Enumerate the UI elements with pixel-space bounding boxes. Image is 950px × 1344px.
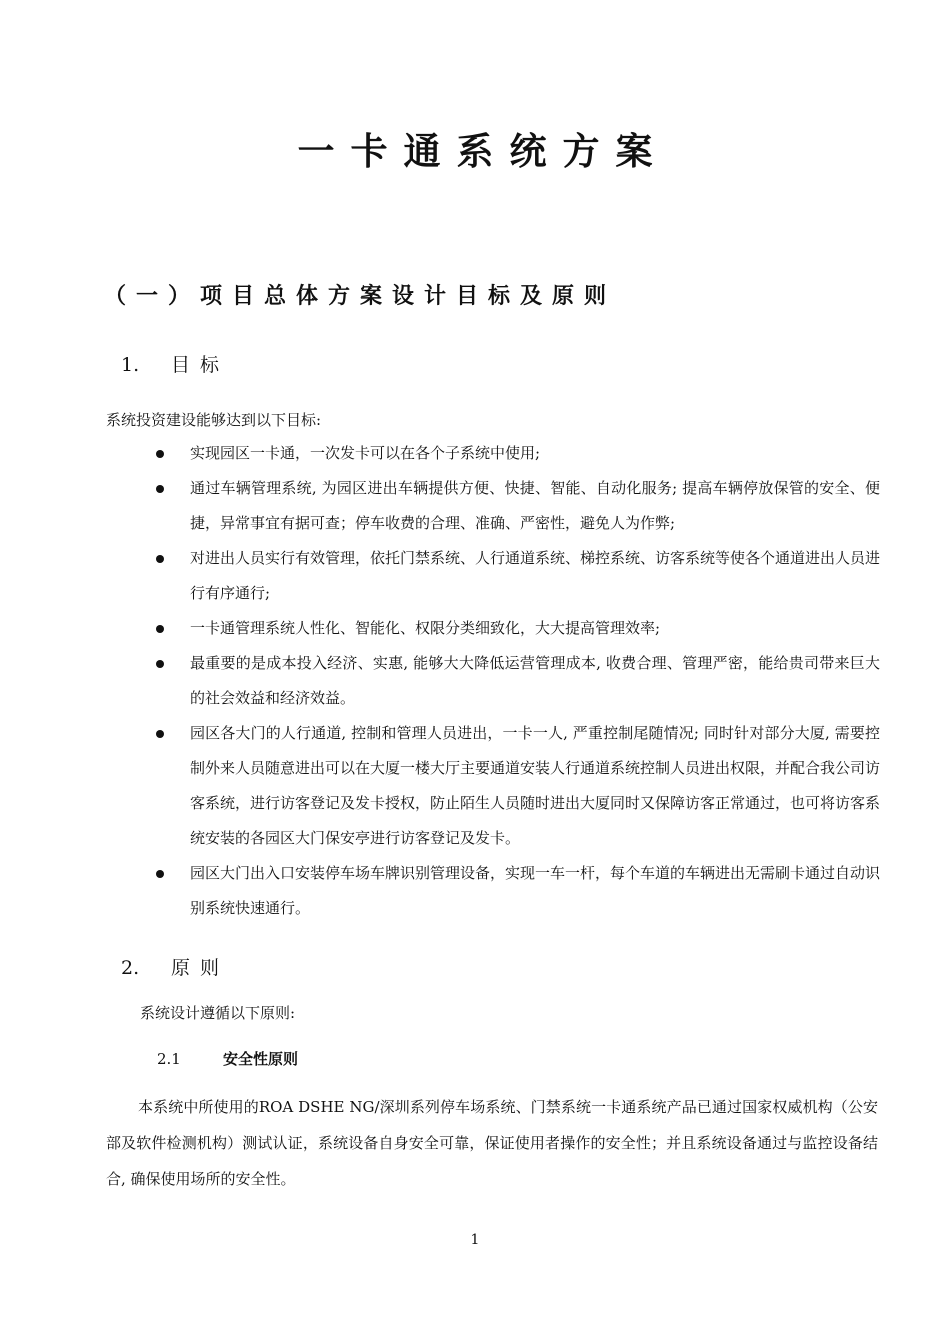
bullet-dot-icon [156,555,164,563]
document-title: 一卡通系统方案 [297,130,669,173]
principle-heading-text: 原则 [171,957,230,979]
list-item-text: 对进出人员实行有效管理，依托门禁系统、人行通道系统、梯控系统、访客系统等使各个通道进出人员进行有序通行; [190,549,881,602]
goal-heading-number: 1. [121,354,140,376]
page-number: 1 [470,1232,480,1248]
list-item [150,436,880,471]
principle-heading [121,954,229,982]
subsection-number: 2.1 [157,1050,181,1068]
list-item-text: 一卡通管理系统人性化、智能化、权限分类细致化，大大提高管理效率; [190,619,661,637]
list-item-text: 园区各大门的人行通道, 控制和管理人员进出，一卡一人, 严重控制尾随情况; 同时针对部分大厦, 需要控制外来人员随意进出可以在大厦一楼大厅主要通道安装人行通道系统控制人员进出权限，并配合我公司访客系统，进行访客登记及发卡授权，防止陌生人员随时进出大厦同时又保障访客正常通过，也可将访客系统安装的各园区大门保安亭进行访客登记及发卡。 [190,724,881,847]
list-item [150,646,880,716]
list-item [150,611,880,646]
subsection-title: 安全性原则 [223,1050,299,1068]
bullet-dot-icon [156,485,164,493]
bullet-dot-icon [156,450,164,458]
bullet-dot-icon [156,870,164,878]
subsection-body: 本系统中所使用的ROA DSHE NG/深圳系列停车场系统、门禁系统一卡通系统产品已通过国家权威机构（公安部及软件检测机构）测试认证，系统设备自身安全可靠，保证使用者操作的安全性；并且系统设备通过与监控设备结合, 确保使用场所的安全性。 [106,1098,878,1188]
list-item [150,856,880,926]
list-item-text: 实现园区一卡通，一次发卡可以在各个子系统中使用; [190,444,541,462]
list-item-text: 通过车辆管理系统, 为园区进出车辆提供方便、快捷、智能、自动化服务; 提高车辆停放保管的安全、便捷，异常事宜有据可查；停车收费的合理、准确、严密性，避免人为作弊; [190,479,880,532]
goal-heading-text: 目标 [171,354,230,376]
list-item [150,541,880,611]
goal-heading [121,351,229,379]
goal-intro: 系统投资建设能够达到以下目标: [106,411,322,429]
goal-bullet-list [150,436,880,926]
bullet-dot-icon [156,660,164,668]
subsection-heading [157,1045,298,1073]
list-item-text: 园区大门出入口安装停车场车牌识别管理设备，实现一车一杆，每个车道的车辆进出无需刷卡通过自动识别系统快速通行。 [190,864,881,917]
section-heading: （一）项目总体方案设计目标及原则 [104,284,617,309]
list-item [150,471,880,541]
principle-intro: 系统设计遵循以下原则: [140,1004,296,1022]
list-item-text: 最重要的是成本投入经济、实惠, 能够大大降低运营管理成本, 收费合理、管理严密，能给贵司带来巨大的社会效益和经济效益。 [190,654,880,707]
bullet-dot-icon [156,730,164,738]
principle-heading-number: 2. [121,957,140,979]
bullet-dot-icon [156,625,164,633]
list-item [150,716,880,856]
